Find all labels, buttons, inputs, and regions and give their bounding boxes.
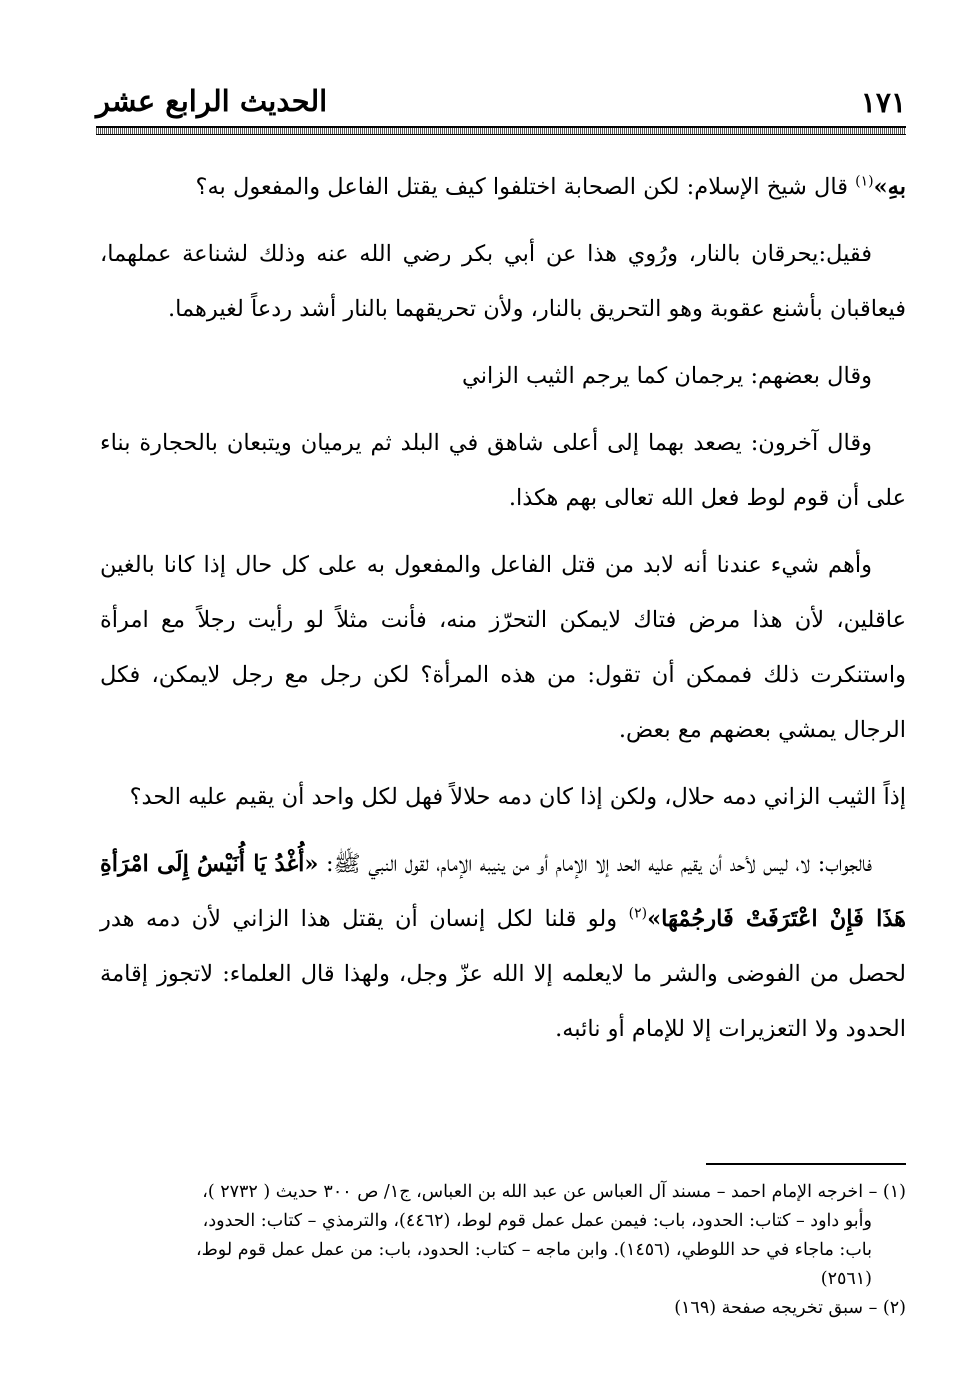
paragraph-3: وقال بعضهم: يرجمان كما يرجم الثيب الزاني: [462, 363, 872, 389]
footnote-2: (٢) – سبق تخريجه صفحة (١٦٩): [674, 1298, 906, 1318]
footnote-ref-1: (١): [855, 173, 874, 190]
paragraph-4: وقال آخرون: يصعد بهما إلى أعلى شاهق في البلد ثم يرميان ويتبعان بالحجارة بناء على أن قوم لوط فعل الله تعالى بهم هكذا.: [100, 430, 906, 511]
footnote-separator: [706, 1163, 906, 1165]
paragraph-6: إذاً الثيب الزاني دمه حلال، ولكن إذا كان دمه حلالاً فهل لكل واحد أن يقيم عليه الحد؟: [129, 784, 906, 810]
footnotes: [100, 1178, 906, 1323]
paragraph-1-text: قال شيخ الإسلام: لكن الصحابة اختلفوا كيف يقتل الفاعل والمفعول به؟: [195, 174, 856, 200]
paragraph-7-text: ولو قلنا لكل إنسان أن يقتل هذا الزاني لأن دمه هدر لحصل من الفوضى والشر ما لايعلمه إلا الله عزّ وجل، ولهذا قال العلماء: لاتجوز إقامة الحدود ولا التعزيرات إلا للإمام أو نائبه.: [100, 906, 906, 1042]
header-rule: [96, 126, 906, 135]
footnote-1-line-3: باب: ماجاء في حد اللوطي، (١٤٥٦). وابن ماجه – كتاب: الحدود، باب: من عمل عمل قوم لوط،: [195, 1240, 872, 1260]
main-text: [100, 160, 906, 1069]
running-header: [96, 84, 906, 124]
paragraph-7: [100, 837, 906, 1057]
footnote-1-line-4: (٢٥٦١): [820, 1269, 872, 1289]
paragraph-7-start: فالجواب: لا، ليس لأحد أن يقيم عليه الحد إلا الإمام أو من ينيبه الإمام، لقول النبي ﷺ:: [318, 851, 872, 877]
page-number: ١٧١: [860, 86, 906, 119]
paragraph-1: [100, 160, 906, 215]
chapter-title: الحديث الرابع عشر: [96, 84, 328, 118]
paragraph-5: وأهم شيء عندنا أنه لابد من قتل الفاعل والمفعول به على كل حال إذا كانا بالغين عاقلين، لأن هذا مرض فتاك لايمكن التحرّز منه، فأنت مثلاً لو رأيت رجلاً مع امرأة واستنكرت ذلك فممكن أن تقول: من هذه المرأة؟ لكن رجل مع رجل لايمكن، فكل الرجال يمشي بعضهم مع بعض.: [100, 552, 906, 743]
hadith-fragment: بهِ»: [873, 174, 906, 200]
hadith-quote: «أُغْدُ يَا أُنَيْسُ إِلَى امْرَأةِ هَذَا فَإِنْ اعْتَرَفَتْ فَارجُمْهَا»: [100, 851, 906, 932]
footnote-1-line-1: (١) – اخرجه الإمام احمد – مسند آل العباس عن عبد الله بن العباس، ج١/ ص ٣٠٠ حديث ( ٢٧٣٢ )،: [202, 1182, 906, 1202]
paragraph-2: فقيل:يحرقان بالنار، ورُوي هذا عن أبي بكر رضي الله عنه وذلك لشناعة عملهما، فيعاقبان بأشنع عقوبة وهو التحريق بالنار، ولأن تحريقهما بالنار أشد ردعاً لغيرهما.: [100, 241, 906, 322]
footnote-ref-2: (٢): [628, 905, 648, 922]
footnote-1-line-2: وأبو داود – كتاب: الحدود، باب: فيمن عمل عمل قوم لوط، (٤٤٦٢)، والترمذي – كتاب: الحدود،: [202, 1211, 872, 1231]
